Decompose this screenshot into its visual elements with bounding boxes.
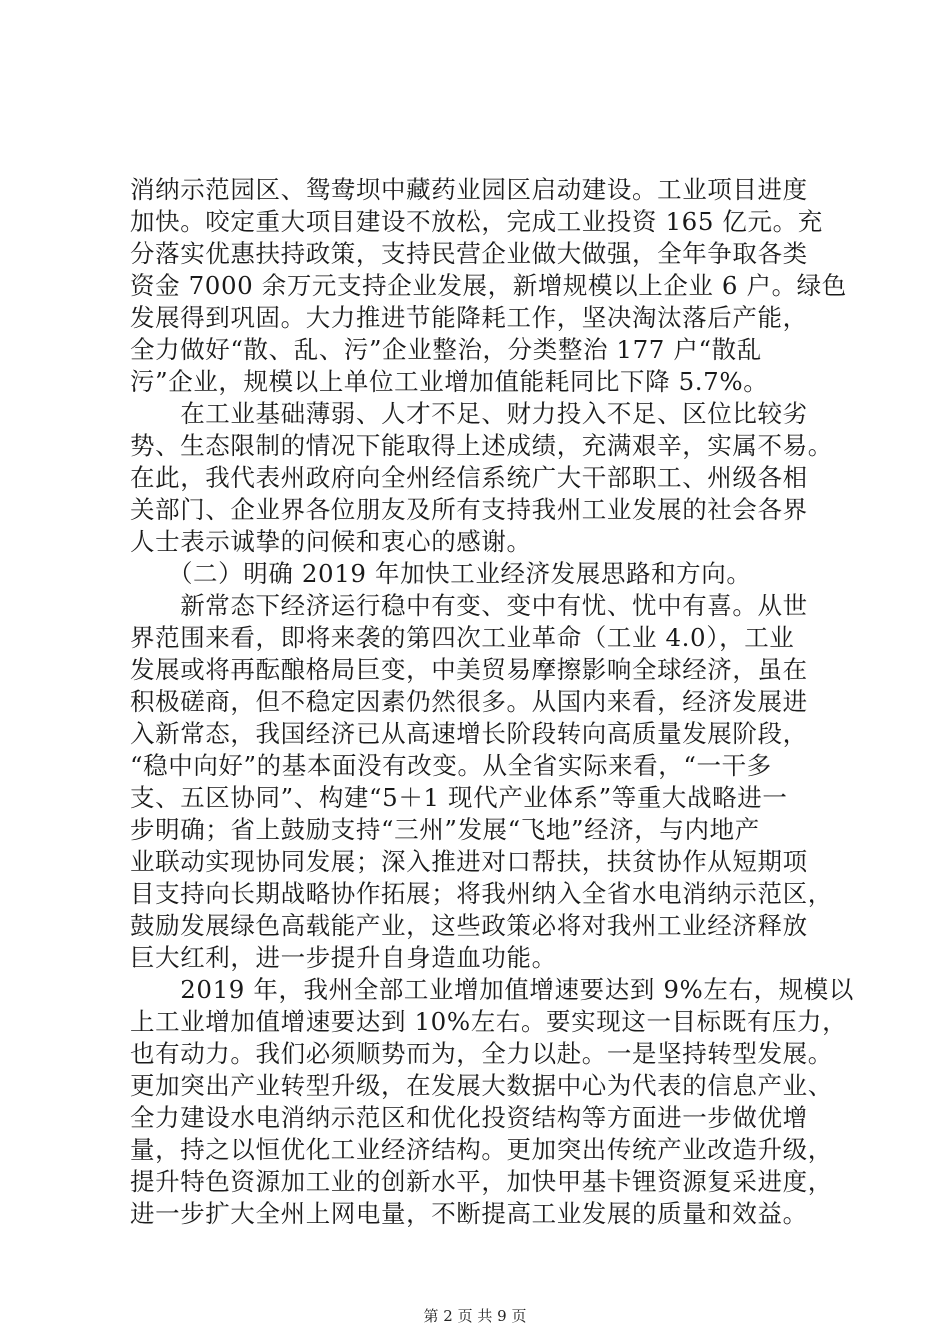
text-line: 业联动实现协同发展；深入推进对口帮扶，扶贫协作从短期项: [130, 847, 808, 876]
text-line: 发展得到巩固。大力推进节能降耗工作，坚决淘汰落后产能，: [130, 303, 808, 332]
text-line: 加快。咬定重大项目建设不放松，完成工业投资 165 亿元。充: [130, 207, 823, 236]
text-line: 全力做好“散、乱、污”企业整治，分类整治 177 户“散乱: [130, 335, 762, 364]
text-line: 消纳示范园区、鸳鸯坝中藏药业园区启动建设。工业项目进度: [130, 175, 808, 204]
text-line: 进一步扩大全州上网电量，不断提高工业发展的质量和效益。: [130, 1199, 808, 1228]
section-heading: （二）明确 2019 年加快工业经济发展思路和方向。: [130, 559, 752, 588]
text-line: 也有动力。我们必须顺势而为，全力以赴。一是坚持转型发展。: [130, 1039, 833, 1068]
text-line: 在此，我代表州政府向全州经信系统广大干部职工、州级各相: [130, 463, 808, 492]
text-line: “稳中向好”的基本面没有改变。从全省实际来看，“一干多: [130, 751, 772, 780]
text-line: 发展或将再酝酿格局巨变，中美贸易摩擦影响全球经济，虽在: [130, 655, 808, 684]
text-line: 提升特色资源加工业的创新水平，加快甲基卡锂资源复采进度，: [130, 1167, 833, 1196]
text-line: 势、生态限制的情况下能取得上述成绩，充满艰辛，实属不易。: [130, 431, 833, 460]
text-line: 目支持向长期战略协作拓展；将我州纳入全省水电消纳示范区，: [130, 879, 833, 908]
text-line: 全力建设水电消纳示范区和优化投资结构等方面进一步做优增: [130, 1103, 808, 1132]
text-line: 在工业基础薄弱、人才不足、财力投入不足、区位比较劣: [130, 399, 808, 428]
text-line: 2019 年，我州全部工业增加值增速要达到 9%左右，规模以: [130, 975, 854, 1004]
text-line: 新常态下经济运行稳中有变、变中有忧、忧中有喜。从世: [130, 591, 808, 620]
text-line: 资金 7000 余万元支持企业发展，新增规模以上企业 6 户。绿色: [130, 271, 847, 300]
text-line: 界范围来看，即将来袭的第四次工业革命（工业 4.0），工业: [130, 623, 795, 652]
text-line: 更加突出产业转型升级，在发展大数据中心为代表的信息产业、: [130, 1071, 833, 1100]
text-line: 支、五区协同”、构建“5＋1 现代产业体系”等重大战略进一: [130, 783, 788, 812]
page-number-footer: 第 2 页 共 9 页: [423, 1307, 527, 1325]
text-line: 关部门、企业界各位朋友及所有支持我州工业发展的社会各界: [130, 495, 808, 524]
text-line: 积极磋商，但不稳定因素仍然很多。从国内来看，经济发展进: [130, 687, 808, 716]
text-line: 步明确；省上鼓励支持“三州”发展“飞地”经济，与内地产: [130, 815, 760, 844]
text-line: 鼓励发展绿色高载能产业，这些政策必将对我州工业经济释放: [130, 911, 808, 940]
text-line: 上工业增加值增速要达到 10%左右。要实现这一目标既有压力，: [130, 1007, 848, 1036]
text-line: 污”企业，规模以上单位工业增加值能耗同比下降 5.7%。: [130, 367, 769, 396]
text-line: 人士表示诚挚的问候和衷心的感谢。: [130, 527, 532, 556]
text-line: 量，持之以恒优化工业经济结构。更加突出传统产业改造升级，: [130, 1135, 833, 1164]
text-line: 分落实优惠扶持政策，支持民营企业做大做强，全年争取各类: [130, 239, 808, 268]
text-line: 巨大红利，进一步提升自身造血功能。: [130, 943, 557, 972]
body-text: [130, 174, 854, 1230]
text-line: 入新常态，我国经济已从高速增长阶段转向高质量发展阶段，: [130, 719, 808, 748]
